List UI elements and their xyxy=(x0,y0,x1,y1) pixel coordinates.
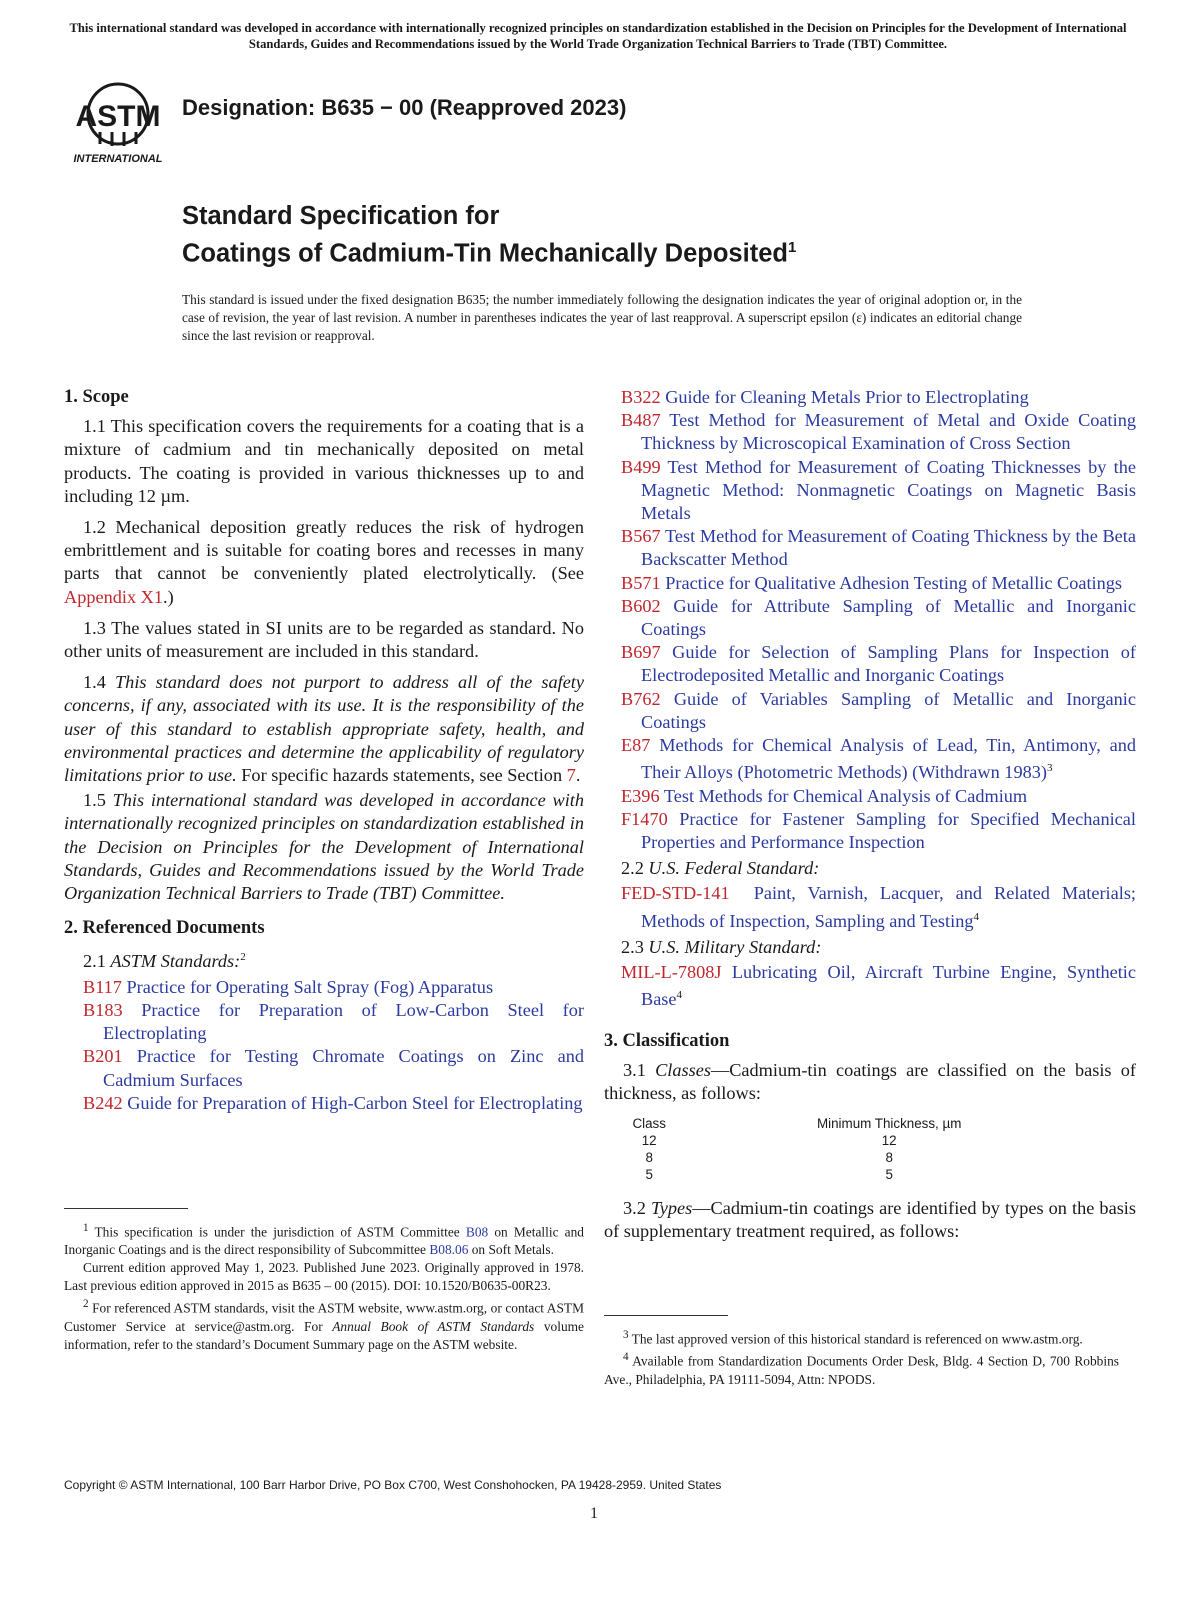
reference-title[interactable]: Test Methods for Chemical Analysis of Cadmium xyxy=(663,785,1028,806)
reference-title[interactable]: Guide for Selection of Sampling Plans for Inspection of Electrodeposited Metallic and Inorganic Coatings xyxy=(641,642,1136,686)
issue-note: This standard is issued under the fixed designation B635; the number immediately following the designation indicates the year of original adoption or, in the case of revision, the year of last revision. A number in parentheses indicates the year of last reapproval. A superscript epsilon (ε) indicates an editorial change since the last revision or reapproval. xyxy=(182,292,1022,343)
paragraph-3-2 xyxy=(604,1197,1136,1243)
footnote-1-text-b: on Metallic and Inorganic Coatings and is the direct responsibility of Subcommittee xyxy=(64,1224,584,1258)
reference-title[interactable]: Practice for Operating Salt Spray (Fog) Apparatus xyxy=(126,976,494,997)
reference-code[interactable]: MIL-L-7808J xyxy=(621,962,722,983)
reference-code[interactable]: B322 xyxy=(621,387,661,407)
reference-code[interactable]: B117 xyxy=(83,976,122,997)
footnote-2-text-b: volume information, refer to the standard’s Document Summary page on the ASTM website. xyxy=(64,1318,584,1352)
top-notice: This international standard was developed in accordance with internationally recognized principles on standardization established in the Decision on Principles for the Development of International Standards, Guides and Recommendations issued by the World Trade Organization Technical Barriers to Trade (TBT) Committee. xyxy=(69,21,1127,51)
page-number: 1 xyxy=(590,1505,598,1522)
reference-item[interactable] xyxy=(621,409,1136,455)
reference-item[interactable] xyxy=(83,976,584,999)
reference-item[interactable] xyxy=(621,734,1136,785)
committee-b08-link[interactable]: B08 xyxy=(465,1224,489,1240)
astm-standards-label: ASTM Standards: xyxy=(110,951,241,972)
reference-item[interactable] xyxy=(621,386,1136,409)
federal-standard-num: 2.2 xyxy=(621,858,649,879)
paragraph-1-3: 1.3 The values stated in SI units are to be regarded as standard. No other units of measurement are included in this standard. xyxy=(64,617,584,662)
logo-letters: ASTM xyxy=(75,100,161,133)
footnote-2-mark: 2 xyxy=(83,1298,89,1311)
paragraph-1-1: 1.1 This specification covers the requirements for a coating that is a mixture of cadmium and tin mechanically deposited on metal products. The coating is provided in various thicknesses up to and including 12 µm. xyxy=(64,416,584,506)
table-cell: 5 xyxy=(885,1167,893,1183)
table-header-class: Class xyxy=(632,1116,666,1132)
left-reference-list xyxy=(83,976,584,1115)
reference-footnote-mark: 4 xyxy=(676,989,683,1002)
reference-item[interactable] xyxy=(621,808,1136,854)
footnote-1-edition xyxy=(64,1259,584,1295)
footnotes-left xyxy=(64,1208,584,1354)
reference-code[interactable]: B602 xyxy=(621,595,661,616)
section-heading-scope: 1. Scope xyxy=(64,387,129,407)
subcommittee-b0806-link[interactable]: B08.06 xyxy=(429,1242,469,1258)
footnote-1 xyxy=(64,1219,584,1259)
footnote-4-text: Available from Standardization Documents Order Desk, Bldg. 4 Section D, 700 Robbins Ave., Philadelphia, PA 19111-5094, Attn: NPODS. xyxy=(604,1353,1119,1387)
reference-title[interactable]: Guide for Cleaning Metals Prior to Electroplating xyxy=(665,387,1029,407)
paragraph-3-1-label: Classes xyxy=(655,1059,711,1080)
reference-code[interactable]: FED-STD-141 xyxy=(621,883,730,904)
footnote-1-edition-text: Current edition approved May 1, 2023. Published June 2023. Originally approved in 1978. Last previous edition approved in 2015 as B635 – 00 (2015). DOI: 10.1520/B0635-00R23. xyxy=(64,1260,584,1294)
footnote-divider xyxy=(604,1315,728,1316)
reference-code[interactable]: B487 xyxy=(621,410,661,431)
table-cell: 12 xyxy=(641,1133,657,1149)
footnote-divider xyxy=(64,1208,188,1209)
reference-title[interactable]: Practice for Preparation of Low-Carbon Steel for Electroplating xyxy=(103,999,584,1044)
reference-code[interactable]: B183 xyxy=(83,999,123,1020)
reference-item[interactable] xyxy=(621,456,1136,526)
paragraph-1-4-italic: This standard does not purport to address all of the safety concerns, if any, associated with its use. It is the responsibility of the user of this standard to establish appropriate safety, health, and environmental practices and determine the applicability of regulatory limitations prior to use. xyxy=(64,672,585,786)
reference-code[interactable]: F1470 xyxy=(621,808,668,829)
paragraph-1-2-text: 1.2 Mechanical deposition greatly reduces the risk of hydrogen embrittlement and is suitable for coating bores and recesses in many parts that cannot be conveniently plated electrolytically. (See xyxy=(64,517,584,584)
reference-title[interactable]: Guide of Variables Sampling of Metallic and Inorganic Coatings xyxy=(641,688,1136,732)
reference-item[interactable] xyxy=(621,641,1136,687)
reference-title[interactable]: Guide for Attribute Sampling of Metallic and Inorganic Coatings xyxy=(641,595,1137,640)
federal-standard-subhead xyxy=(621,857,1136,880)
reference-title[interactable]: Paint, Varnish, Lacquer, and Related Materials; Methods of Inspection, Sampling and Testing xyxy=(641,883,1137,931)
reference-title[interactable]: Practice for Fastener Sampling for Specified Mechanical Properties and Performance Inspection xyxy=(641,808,1136,852)
reference-code[interactable]: E396 xyxy=(621,785,660,806)
table-header-thickness: Minimum Thickness, µm xyxy=(816,1116,962,1132)
paragraph-1-4-end: . xyxy=(575,765,581,786)
footnote-3-text: The last approved version of this historical standard is referenced on www.astm.org. xyxy=(628,1331,1083,1347)
federal-reference-item[interactable] xyxy=(621,882,1136,933)
footnote-3-mark: 3 xyxy=(623,1329,629,1341)
military-reference-item[interactable] xyxy=(621,961,1136,1012)
paragraph-3-1-text: —Cadmium-tin coatings are classified on the basis of thickness, as follows: xyxy=(604,1059,1136,1103)
paragraph-3-2-label: Types xyxy=(650,1198,693,1219)
reference-code[interactable]: E87 xyxy=(621,735,651,756)
astm-logo xyxy=(66,80,170,168)
footnote-1-mark: 1 xyxy=(83,1222,89,1234)
paragraph-3-2-text: —Cadmium-tin coatings are identified by types on the basis of supplementary treatment required, as follows: xyxy=(604,1198,1136,1242)
footnote-1-text-c: on Soft Metals. xyxy=(468,1242,554,1258)
paragraph-1-2-end: .) xyxy=(163,586,174,607)
title-line-2 xyxy=(182,232,796,270)
astm-standards-num: 2.1 xyxy=(83,951,111,972)
table-header-row xyxy=(604,1115,1084,1132)
federal-standard-label: U.S. Federal Standard: xyxy=(648,858,820,879)
reference-code[interactable]: B499 xyxy=(621,456,661,477)
reference-item[interactable] xyxy=(621,572,1136,595)
table-row xyxy=(604,1166,1084,1183)
paragraph-1-5-italic: This international standard was developed in accordance with internationally recognized principles on standardization established in the Decision on Principles for the Development of International Standards, Guides and Recommendations issued by the World Trade Organization Technical Barriers to Trade (TBT) Committee. xyxy=(64,790,585,904)
reference-code[interactable]: B697 xyxy=(621,642,661,663)
right-reference-list xyxy=(621,386,1136,854)
paragraph-3-1 xyxy=(604,1059,1136,1105)
table-row xyxy=(604,1132,1084,1149)
copyright-notice: Copyright © ASTM International, 100 Barr Harbor Drive, PO Box C700, West Conshohocken, PA 19428-2959. United States xyxy=(64,1478,722,1492)
reference-code[interactable]: B567 xyxy=(621,526,661,547)
reference-title[interactable]: Lubricating Oil, Aircraft Turbine Engine, Synthetic Base xyxy=(641,962,1136,1010)
title-line-2-text: Coatings of Cadmium-Tin Mechanically Deposited xyxy=(182,239,788,268)
reference-title[interactable]: Guide for Preparation of High-Carbon Steel for Electroplating xyxy=(127,1092,583,1113)
reference-item[interactable] xyxy=(83,999,584,1045)
footnote-3 xyxy=(604,1326,1119,1348)
designation: Designation: B635 − 00 (Reapproved 2023) xyxy=(182,95,627,120)
reference-title[interactable]: Test Method for Measurement of Metal and Oxide Coating Thickness by Microscopical Examination of Cross Section xyxy=(641,410,1136,454)
astm-standards-subhead xyxy=(83,946,584,973)
reference-title[interactable]: Test Method for Measurement of Coating Thickness by the Beta Backscatter Method xyxy=(641,526,1136,570)
military-standard-subhead xyxy=(621,936,1136,959)
paragraph-3-1-num: 3.1 xyxy=(623,1059,656,1080)
title-footnote-mark: 1 xyxy=(787,239,797,256)
classes-table xyxy=(604,1115,1084,1183)
paragraph-1-2 xyxy=(64,516,584,609)
reference-title[interactable]: Practice for Qualitative Adhesion Testing of Metallic Coatings xyxy=(665,572,1123,593)
section-heading-referenced: 2. Referenced Documents xyxy=(64,918,265,939)
reference-code[interactable]: B762 xyxy=(621,688,661,709)
paragraph-1-4-tail: For specific hazards statements, see Section xyxy=(236,765,567,786)
footnote-2-italic: Annual Book of ASTM Standards xyxy=(332,1318,535,1334)
left-column xyxy=(64,386,584,1115)
reference-footnote-mark: 4 xyxy=(973,910,979,923)
military-standard-label: U.S. Military Standard: xyxy=(648,936,822,957)
reference-item[interactable] xyxy=(621,785,1136,808)
reference-item[interactable] xyxy=(83,1092,584,1115)
footnote-4-mark: 4 xyxy=(623,1351,629,1364)
right-column xyxy=(604,386,1137,1252)
footnotes-right xyxy=(604,1315,1119,1389)
section-7-link[interactable]: 7 xyxy=(566,765,576,786)
paragraph-3-2-num: 3.2 xyxy=(623,1198,651,1219)
footnote-1-text-a: This specification is under the jurisdiction of ASTM Committee xyxy=(88,1224,466,1240)
section-heading-classification: 3. Classification xyxy=(604,1030,730,1051)
reference-item[interactable] xyxy=(83,1045,584,1091)
astm-standards-footnote-mark: 2 xyxy=(240,951,246,964)
reference-footnote-mark: 3 xyxy=(1046,762,1053,775)
table-cell: 5 xyxy=(645,1167,653,1183)
military-standard-num: 2.3 xyxy=(621,936,649,957)
reference-code[interactable]: B201 xyxy=(83,1046,123,1067)
reference-code[interactable]: B242 xyxy=(83,1092,123,1113)
footnote-2 xyxy=(64,1295,584,1353)
paragraph-1-4-num: 1.4 xyxy=(83,672,116,693)
footnote-4 xyxy=(604,1348,1119,1388)
table-cell: 8 xyxy=(885,1150,893,1166)
paragraph-1-5 xyxy=(64,789,584,905)
reference-title[interactable]: Methods for Chemical Analysis of Lead, Tin, Antimony, and Their Alloys (Photometric Methods) (Withdrawn 1983) xyxy=(641,735,1136,783)
appendix-link[interactable]: Appendix X1 xyxy=(64,586,164,607)
reference-code[interactable]: B571 xyxy=(621,572,661,593)
footnote-2-text-a: For referenced ASTM standards, visit the ASTM website, www.astm.org, or contact ASTM Customer Service at service@astm.org. For xyxy=(64,1300,584,1334)
reference-item[interactable] xyxy=(621,595,1136,641)
reference-title[interactable]: Test Method for Measurement of Coating Thicknesses by the Magnetic Method: Nonmagnetic Coatings on Magnetic Basis Metals xyxy=(641,456,1136,524)
reference-item[interactable] xyxy=(621,688,1136,734)
reference-item[interactable] xyxy=(621,525,1136,571)
table-row xyxy=(604,1149,1084,1166)
table-cell: 8 xyxy=(645,1150,653,1166)
logo-subtitle: INTERNATIONAL xyxy=(73,153,163,165)
classification-section xyxy=(604,1030,1136,1244)
table-cell: 12 xyxy=(881,1133,897,1149)
document-title xyxy=(182,200,796,270)
title-line-1: Standard Specification for xyxy=(182,202,500,230)
paragraph-1-4 xyxy=(64,671,584,787)
paragraph-1-5-num: 1.5 xyxy=(83,790,113,811)
reference-title[interactable]: Practice for Testing Chromate Coatings on Zinc and Cadmium Surfaces xyxy=(103,1046,584,1090)
